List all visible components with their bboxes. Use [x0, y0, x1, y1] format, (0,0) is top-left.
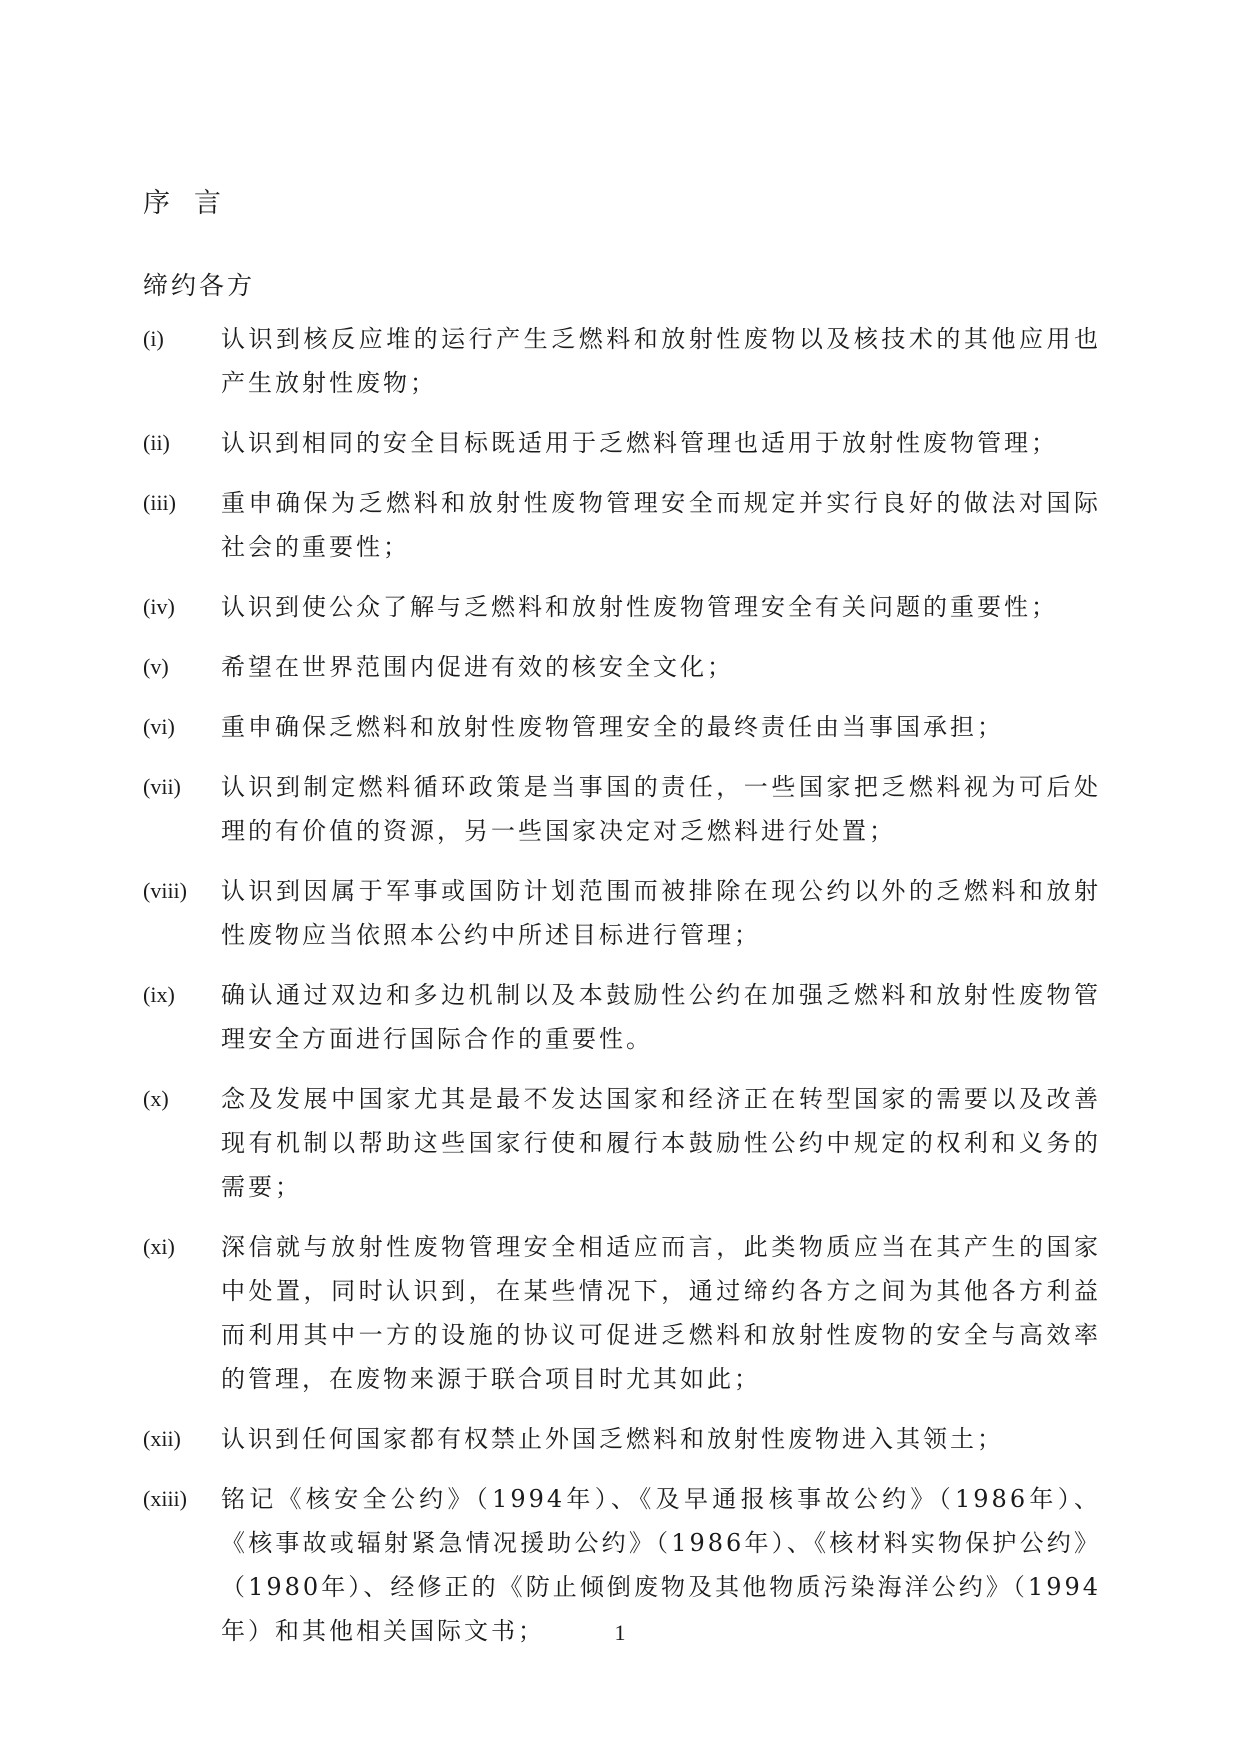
item-text: 认识到因属于军事或国防计划范围而被排除在现公约以外的乏燃料和放射性废物应当依照本公约中所述目标进行管理； — [221, 877, 1101, 949]
list-item — [143, 1077, 1103, 1209]
item-number: (vi) — [143, 714, 175, 739]
list-item — [143, 1225, 1103, 1401]
item-text: 认识到使公众了解与乏燃料和放射性废物管理安全有关问题的重要性； — [221, 593, 1058, 621]
item-number: (ii) — [143, 430, 170, 455]
item-number: (viii) — [143, 878, 187, 903]
item-text: 重申确保乏燃料和放射性废物管理安全的最终责任由当事国承担； — [221, 713, 1004, 741]
list-item — [143, 481, 1103, 569]
item-text: 认识到相同的安全目标既适用于乏燃料管理也适用于放射性废物管理； — [221, 429, 1058, 457]
item-text: 深信就与放射性废物管理安全相适应而言，此类物质应当在其产生的国家中处置，同时认识到，在某些情况下，通过缔约各方之间为其他各方利益而利用其中一方的设施的协议可促进乏燃料和放射性废物的安全与高效率的管理，在废物来源于联合项目时尤其如此； — [221, 1233, 1101, 1393]
preamble-list — [143, 317, 1103, 1669]
item-number: (vii) — [143, 774, 181, 799]
page-number: 1 — [614, 1620, 626, 1645]
item-number: (xi) — [143, 1234, 175, 1259]
list-item — [143, 973, 1103, 1061]
item-text: 认识到任何国家都有权禁止外国乏燃料和放射性废物进入其领土； — [221, 1425, 1004, 1453]
item-number: (xiii) — [143, 1486, 187, 1511]
item-number: (v) — [143, 654, 169, 679]
list-item — [143, 645, 1103, 689]
list-item — [143, 869, 1103, 957]
item-text: 重申确保为乏燃料和放射性废物管理安全而规定并实行良好的做法对国际社会的重要性； — [221, 489, 1101, 561]
list-item — [143, 705, 1103, 749]
item-text: 念及发展中国家尤其是最不发达国家和经济正在转型国家的需要以及改善现有机制以帮助这些国家行使和履行本鼓励性公约中规定的权利和义务的需要； — [221, 1085, 1101, 1201]
list-item — [143, 1417, 1103, 1461]
list-item — [143, 317, 1103, 405]
item-number: (xii) — [143, 1426, 181, 1451]
item-number: (i) — [143, 326, 164, 351]
item-text: 认识到核反应堆的运行产生乏燃料和放射性废物以及核技术的其他应用也产生放射性废物； — [221, 325, 1101, 397]
list-item — [143, 421, 1103, 465]
list-item — [143, 585, 1103, 629]
item-number: (iv) — [143, 594, 175, 619]
list-item — [143, 765, 1103, 853]
item-text: 希望在世界范围内促进有效的核安全文化； — [221, 653, 734, 681]
item-number: (iii) — [143, 490, 176, 515]
item-text: 铭记《核安全公约》（1994年）、《及早通报核事故公约》（1986年）、《核事故或辐射紧急情况援助公约》（1986年）、《核材料实物保护公约》（1980年）、经修正的《防止倾倒废物及其他物质污染海洋公约》（1994年）和其他相关国际文书； — [221, 1485, 1101, 1645]
item-text: 认识到制定燃料循环政策是当事国的责任，一些国家把乏燃料视为可后处理的有价值的资源，另一些国家决定对乏燃料进行处置； — [221, 773, 1101, 845]
item-number: (x) — [143, 1086, 169, 1111]
intro-line: 缔约各方 — [143, 271, 256, 300]
item-text: 确认通过双边和多边机制以及本鼓励性公约在加强乏燃料和放射性废物管理安全方面进行国际合作的重要性。 — [221, 981, 1101, 1053]
section-heading: 序言 — [143, 188, 245, 219]
item-number: (ix) — [143, 982, 175, 1007]
